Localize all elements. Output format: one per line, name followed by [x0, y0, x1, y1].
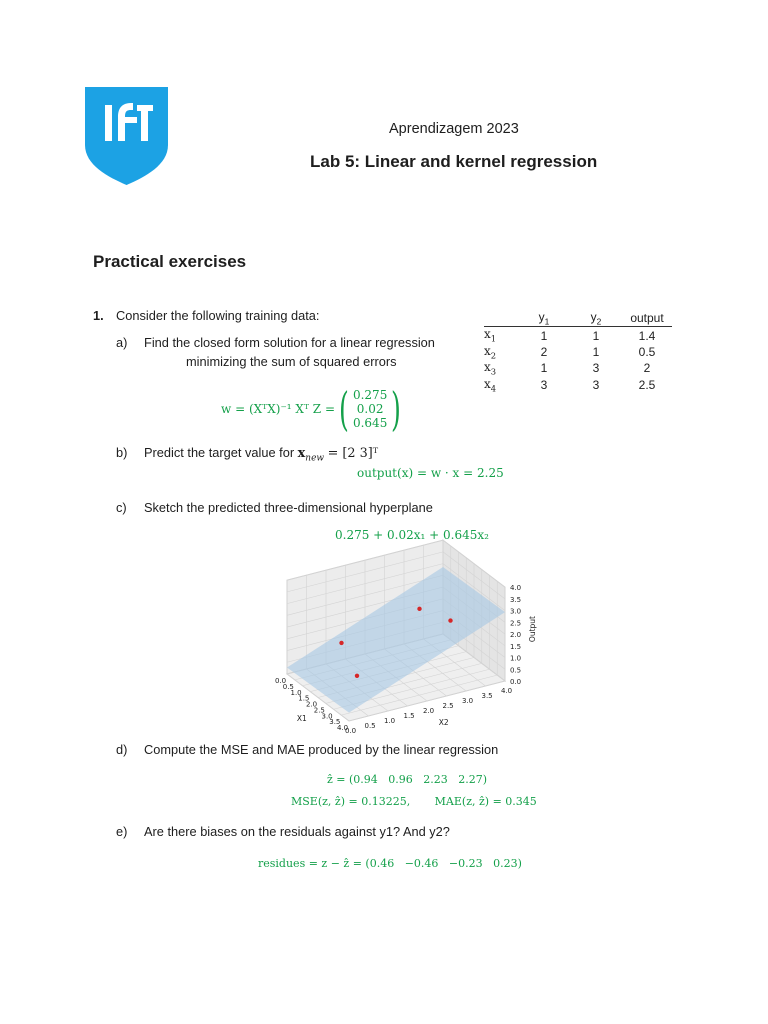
x2-tick-label: 0.0 — [345, 727, 357, 735]
part-b-letter: b) — [116, 445, 128, 460]
output-tick-label: 1.0 — [510, 654, 522, 663]
x2-tick-label: 2.0 — [423, 707, 435, 715]
cell-y2: 3 — [592, 361, 600, 376]
row-label-sub: 3 — [490, 366, 497, 377]
x1-tick-label: 3.0 — [321, 712, 333, 721]
data-point — [355, 674, 359, 678]
output-tick-label: 4.0 — [510, 584, 522, 593]
x1-tick-label: 1.5 — [298, 694, 310, 703]
output-tick-label: 2.5 — [510, 619, 522, 628]
data-point — [339, 641, 343, 645]
xnew-value: = [2 3]ᵀ — [327, 446, 379, 461]
row-label: x — [484, 327, 491, 342]
output-tick-label: 1.5 — [510, 642, 522, 651]
output-tick-label: 2.0 — [510, 631, 522, 640]
part-d-text: Compute the MSE and MAE produced by the linear regression — [144, 742, 499, 757]
section-heading: Practical exercises — [93, 252, 247, 271]
training-data-table — [484, 310, 672, 393]
cell-y2: 1 — [592, 344, 600, 359]
x2-tick-label: 3.0 — [462, 697, 474, 705]
cell-output: 2.5 — [638, 377, 656, 392]
part-d-letter: d) — [116, 742, 128, 757]
table-header-empty — [484, 310, 518, 327]
x2-tick-label: 0.5 — [364, 722, 376, 730]
vector-entry: 0.02 — [356, 402, 384, 416]
x1-tick-label: 3.5 — [329, 718, 341, 727]
cell-y2: 1 — [592, 328, 600, 343]
xnew-symbol: x — [297, 446, 306, 461]
part-a-answer: w = (XᵀX)⁻¹ Xᵀ Z =( 0.275 0.02 0.645) — [221, 382, 402, 436]
table-row — [484, 360, 672, 376]
x2-tick-label: 2.5 — [442, 702, 454, 710]
cell-output: 0.5 — [638, 344, 656, 359]
row-label-sub: 1 — [490, 333, 497, 344]
part-b-text — [144, 445, 378, 464]
course-name: Aprendizagem 2023 — [389, 121, 519, 137]
x1-tick-label: 0.5 — [282, 682, 294, 691]
row-label: x — [484, 343, 491, 358]
part-a-text-line1: Find the closed form solution for a linear regression — [144, 335, 435, 350]
cell-y2: 3 — [592, 377, 600, 392]
ist-logo — [85, 87, 168, 185]
xnew-subscript: new — [305, 453, 325, 464]
part-a-letter: a) — [116, 335, 128, 350]
vector-entry: 0.275 — [352, 388, 388, 402]
row-label-sub: 4 — [490, 382, 497, 393]
x2-tick-label: 1.5 — [403, 712, 415, 720]
part-d-answer-zhat: ẑ = (0.94 0.96 2.23 2.27) — [327, 773, 488, 786]
exercise-intro: Consider the following training data: — [116, 308, 320, 323]
part-b-answer: output(x) = w · x = 2.25 — [357, 466, 504, 480]
x2-tick-label: 3.5 — [481, 692, 493, 700]
x2-axis-label: X2 — [438, 718, 449, 727]
part-a-answer-lhs: w = (XᵀX)⁻¹ Xᵀ Z = — [221, 402, 336, 416]
table-row — [484, 327, 672, 344]
table-row — [484, 377, 672, 393]
part-e-text: Are there biases on the residuals against y1? And y2? — [144, 824, 450, 839]
x1-axis-label: X1 — [296, 714, 307, 724]
part-e-answer: residues = z − ẑ = (0.46 −0.46 −0.23 0.23) — [258, 857, 522, 870]
output-axis-label: Output — [528, 616, 537, 643]
part-c-answer: 0.275 + 0.02x₁ + 0.645x₂ — [335, 528, 489, 542]
cell-y1: 3 — [540, 377, 548, 392]
page-title: Lab 5: Linear and kernel regression — [310, 152, 598, 171]
output-tick-label: 3.0 — [510, 607, 522, 616]
x2-tick-label: 1.0 — [384, 717, 396, 725]
x1-tick-label: 1.0 — [290, 688, 302, 697]
part-c-text: Sketch the predicted three-dimensional hyperplane — [144, 500, 433, 515]
table-row — [484, 344, 672, 360]
x1-tick-label: 2.5 — [313, 706, 325, 715]
cell-y1: 2 — [540, 344, 548, 359]
row-label: x — [484, 376, 491, 391]
part-a-text-line2: minimizing the sum of squared errors — [186, 354, 397, 369]
x1-tick-label: 2.0 — [306, 700, 318, 709]
output-tick-label: 0.5 — [510, 666, 522, 675]
row-label-sub: 2 — [490, 350, 497, 361]
table-header-y1: $y_1$ — [518, 310, 570, 327]
data-point — [417, 607, 421, 611]
table-header-y2: $y_2$ — [570, 310, 622, 327]
cell-output: 2 — [643, 361, 651, 376]
part-b-question: Predict the target value for — [144, 445, 295, 460]
table-header-output: output — [622, 310, 672, 327]
row-label: x — [484, 360, 491, 375]
part-d-answer-errors: MSE(z, ẑ) = 0.13225, MAE(z, ẑ) = 0.345 — [291, 795, 537, 808]
part-c-letter: c) — [116, 500, 127, 515]
output-tick-label: 3.5 — [510, 595, 522, 604]
cell-output: 1.4 — [638, 328, 656, 343]
exercise-number: 1. — [93, 308, 104, 323]
hyperplane-3d-chart — [257, 566, 537, 735]
vector-entry: 0.645 — [352, 416, 388, 430]
data-point — [448, 618, 452, 622]
output-tick-label: 0.0 — [510, 678, 522, 686]
cell-y1: 1 — [540, 328, 548, 343]
cell-y1: 1 — [540, 361, 548, 376]
x1-tick-label: 4.0 — [337, 724, 349, 732]
x1-tick-label: 0.0 — [275, 677, 287, 685]
x2-tick-label: 4.0 — [501, 687, 513, 695]
part-e-letter: e) — [116, 824, 128, 839]
